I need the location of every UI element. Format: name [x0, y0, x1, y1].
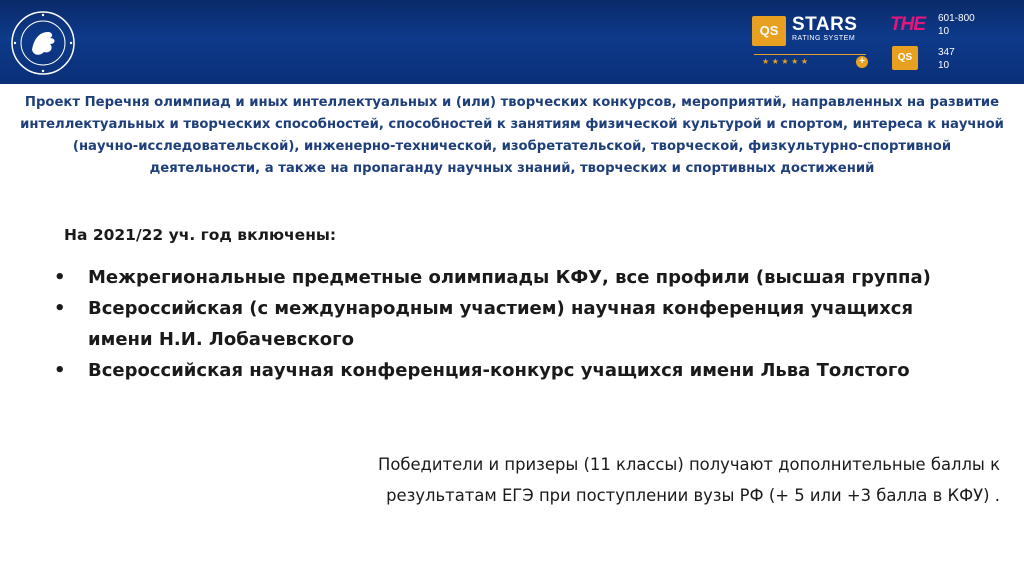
list-item-text: Всероссийская научная конференция-конкурс учащихся имени Льва Толстого — [88, 360, 910, 381]
stars-title: STARS — [792, 14, 858, 35]
qs-stars-badge — [752, 14, 870, 72]
list-item — [50, 262, 950, 293]
header-bar — [0, 0, 1024, 84]
bullet-list — [50, 262, 950, 386]
qs-rank-value: 347 — [938, 47, 955, 58]
note-text: Победители и призеры (11 классы) получают дополнительные баллы к результатам ЕГЭ при поступлении вузы РФ (+ 5 или +3 балла в КФУ) . — [378, 455, 1000, 505]
bullet-icon: • — [54, 267, 66, 288]
bullet-icon: • — [54, 360, 66, 381]
qs-rank-extra: 10 — [938, 60, 950, 71]
qs-small-logo-icon: QS — [892, 46, 918, 70]
plus-icon: + — [856, 56, 868, 68]
bullet-icon: • — [54, 298, 66, 319]
list-item-text: Межрегиональные предметные олимпиады КФУ, все профили (высшая группа) — [88, 267, 931, 288]
slide-title: Проект Перечня олимпиад и иных интеллектуальных и (или) творческих конкурсов, мероприятий, направленных на развитие интеллектуальных и творческих способностей, способностей к занятиям физической культурой и спортом, интереса к научной (научно-исследовательской), инженерно-технической, изобретательской, творческой, физкультурно-спортивной деятельности, а также на пропаганду научных знаний, творческих и спортивных достижений — [20, 95, 1004, 176]
list-item — [50, 355, 950, 386]
stars-rating-row: ★ ★ ★ ★ ★ — [754, 54, 866, 68]
stars-subtitle: RATING SYSTEM — [792, 35, 856, 42]
the-rank-extra: 10 — [938, 26, 950, 37]
qs-rank — [938, 46, 955, 72]
the-rank-range: 601-800 — [938, 13, 975, 24]
subheading: На 2021/22 уч. год включены: — [64, 226, 337, 244]
the-logo-icon: THE — [890, 14, 925, 35]
list-item — [50, 293, 950, 355]
list-item-text: Всероссийская (с международным участием) научная конференция учащихся имени Н.И. Лобачевского — [88, 298, 914, 350]
the-rank — [938, 12, 975, 38]
university-logo-icon — [10, 10, 76, 76]
qs-logo-icon: QS — [752, 16, 786, 46]
